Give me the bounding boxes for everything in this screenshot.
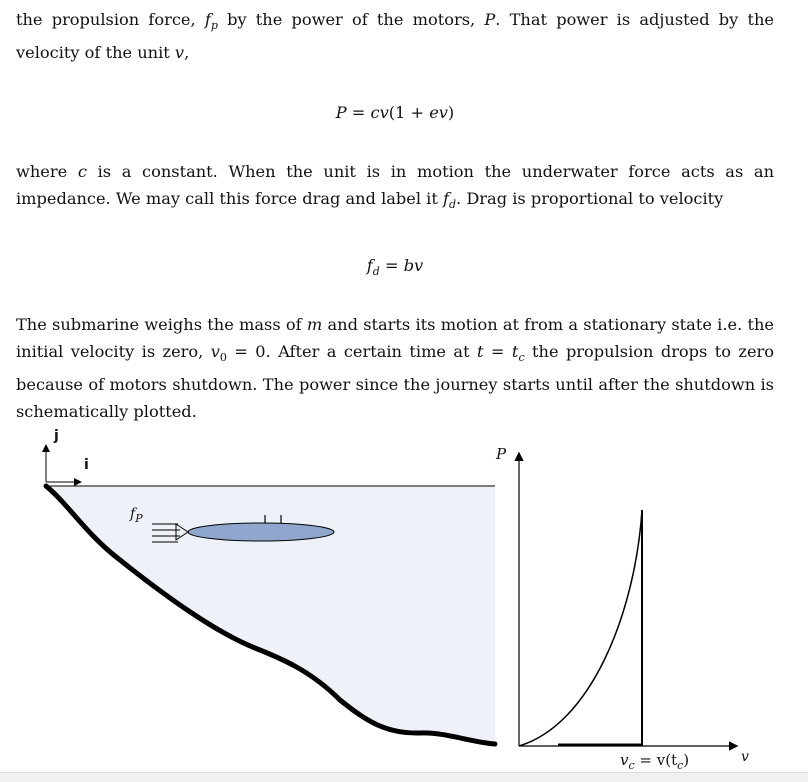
- vc-label-close: ): [683, 751, 690, 769]
- math-open: (1 +: [388, 103, 430, 122]
- text-run: by the power of the motors,: [217, 10, 485, 29]
- text-run: is a constant. When the unit is in motion the underwater force acts as an impedance. We may call this force drag and label it: [16, 162, 774, 208]
- math-P: P: [484, 10, 496, 29]
- i-axis-label: i: [84, 457, 89, 473]
- math-m: m: [306, 315, 323, 334]
- text-run: the propulsion drops to zero because of motors shutdown. The power since the journey starts until after the shutdown is schematically plotted.: [16, 342, 775, 422]
- math-tc-sub: c: [518, 351, 525, 365]
- propulsion-force-label: [130, 506, 143, 525]
- paragraph-drag: [16, 158, 774, 218]
- math-v0-sub: 0: [219, 351, 227, 365]
- power-axis-label: P: [496, 445, 507, 463]
- math-ev: ev: [429, 103, 448, 122]
- power-curve: [519, 510, 642, 746]
- submarine-hull: [188, 523, 334, 541]
- math-fp-sub: p: [210, 19, 218, 33]
- math-fp: f: [204, 10, 211, 29]
- vc-label-sub: c: [628, 759, 635, 772]
- math-equals: =: [346, 103, 371, 122]
- math-bv: bv: [403, 256, 424, 275]
- math-P: P: [335, 103, 347, 122]
- vc-label-rest: = v(t: [634, 751, 678, 769]
- math-fd-sub: d: [448, 198, 457, 212]
- vc-label-sub2: c: [677, 759, 684, 772]
- text-run: =: [483, 342, 512, 361]
- math-equals: =: [379, 256, 404, 275]
- math-fd: f: [442, 189, 449, 208]
- math-tc: t: [511, 342, 519, 361]
- text-run: = 0. After a certain time at: [226, 342, 477, 361]
- text-run: . Drag is proportional to velocity: [456, 189, 724, 208]
- cutoff-velocity-label: [620, 751, 689, 772]
- velocity-axis-label: v: [741, 749, 749, 765]
- submarine-power-figure: [0, 420, 808, 772]
- math-d-sub: d: [372, 265, 380, 279]
- paragraph-submarine: [16, 311, 774, 425]
- math-c: c: [77, 162, 87, 181]
- equation-drag: [0, 256, 790, 278]
- text-run: where: [16, 162, 78, 181]
- text-run: ,: [184, 43, 190, 63]
- math-v0: v: [210, 342, 220, 361]
- paragraph-propulsion: [16, 6, 774, 66]
- text-run: The submarine weighs the mass of: [16, 315, 307, 334]
- text-run: . That power is adjusted by the velocity of the unit: [16, 10, 774, 63]
- math-close: ): [447, 103, 455, 122]
- math-v: v: [174, 43, 185, 63]
- equation-power: [0, 103, 790, 122]
- math-t: t: [477, 342, 484, 361]
- math-cv: cv: [370, 103, 389, 122]
- figure-drawing: [0, 420, 808, 772]
- vc-label-base: v: [620, 751, 629, 769]
- coordinate-frame: [46, 446, 80, 482]
- fp-label-base: f: [130, 506, 136, 522]
- text-run: the propulsion force,: [16, 10, 205, 29]
- fp-label-sub: P: [135, 511, 143, 525]
- math-f: f: [366, 256, 373, 275]
- j-axis-label: j: [54, 428, 59, 444]
- text-run: and starts its motion at from a stationary state i.e. the initial velocity is zero,: [16, 315, 774, 361]
